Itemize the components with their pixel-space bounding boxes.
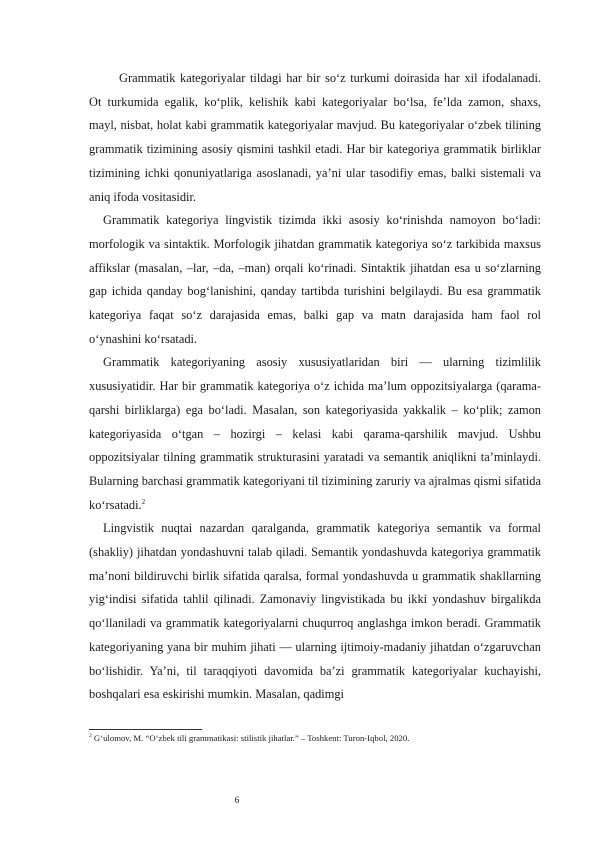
footnote-text: G‘ulomov, M. “O‘zbek tili grammatikasi: stilistik jihatlar.” – Toshkent: Turon-Iqbol, 2020. <box>93 733 410 743</box>
footnote-separator <box>89 729 202 730</box>
body-text <box>89 67 541 707</box>
page-number: 6 <box>234 796 240 806</box>
paragraph-1: Grammatik kategoriyalar tildagi har bir so‘z turkumi doirasida har xil ifodalanadi. Ot turkumida egalik, ko‘plik, kelishik kabi kategoriyalar bo‘lsa, fe’lda zamon, shaxs, mayl, nisbat, holat kabi grammatik kategoriyalar mavjud. Bu kategoriyalar o‘zbek tilining grammatik tizimining asosiy qismini tashkil etadi. Har bir kategoriya grammatik birliklar tizimining ichki qonuniyatlariga asoslanadi, ya’ni ular tasodifiy emas, balki sistemali va aniq ifoda vositasidir. <box>89 71 541 204</box>
paragraph-2: Grammatik kategoriya lingvistik tizimda ikki asosiy ko‘rinishda namoyon bo‘ladi: morfologik va sintaktik. Morfologik jihatdan grammatik kategoriya so‘z tarkibida maxsus affikslar (masalan, –lar, –da, –man) orqali ko‘rinadi. Sintaktik jihatdan esa u so‘zlarning gap ichida qanday bog‘lanishini, qanday tartibda turishini belgilaydi. Bu esa grammatik kategoriya faqat so‘z darajasida emas, balki gap va matn darajasida ham faol rol o‘ynashini ko‘rsatadi. <box>89 213 541 346</box>
footnote-reference[interactable]: 2 <box>141 497 146 506</box>
footnote <box>89 733 549 744</box>
footnote-marker: 2 <box>89 733 92 740</box>
paragraph-4: Lingvistik nuqtai nazardan qaralganda, grammatik kategoriya semantik va formal (shakliy) jihatdan yondashuvni talab qiladi. Semantik yondashuvda kategoriya grammatik ma’noni bildiruvchi birlik sifatida qaralsa, formal yondashuvda u grammatik shakllarning yig‘indisi sifatida tahlil qilinadi. Zamonaviy lingvistikada bu ikki yondashuv birgalikda qo‘llaniladi va grammatik kategoriyalarni chuqurroq anglashga imkon beradi. Grammatik kategoriyaning yana bir muhim jihati — ularning ijtimoiy-madaniy jihatdan o‘zgaruvchan bo‘lishidir. Ya’ni, til taraqqiyoti davomida ba’zi grammatik kategoriyalar kuchayishi, boshqalari esa eskirishi mumkin. Masalan, qadimgi <box>89 521 541 702</box>
paragraph-3 <box>89 351 541 517</box>
paragraph-3-text: Grammatik kategoriyaning asosiy xususiyatlaridan biri — ularning tizimlilik xususiyatidir. Har bir grammatik kategoriya o‘z ichida ma’lum oppozitsiyalarga (qarama-qarshi birliklarga) ega bo‘ladi. Masalan, son kategoriyasida yakkalik – ko‘plik; zamon kategoriyasida o‘tgan – hozirgi – kelasi kabi qarama-qarshilik mavjud. Ushbu oppozitsiyalar tilning grammatik strukturasini yaratadi va semantik aniqlikni ta’minlaydi. Bularning barchasi grammatik kategoriyani til tizimining zaruriy va ajralmas qismi sifatida ko‘rsatadi. <box>89 355 541 512</box>
